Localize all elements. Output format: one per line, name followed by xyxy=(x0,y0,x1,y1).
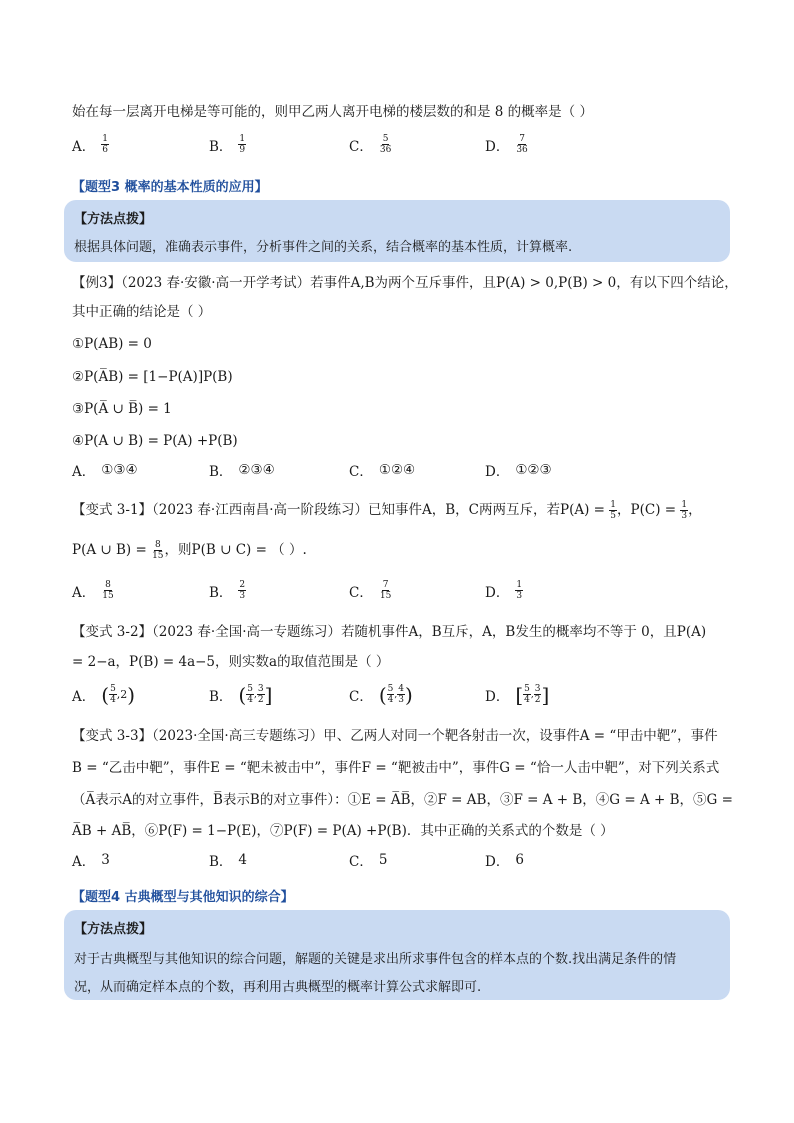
statement-2: ②P(A̅B) = [1−P(A)]P(B) xyxy=(72,369,233,385)
variant-3-2-line-1: 【变式 3-2】（2023 春·全国·高一专题练习）若随机事件A，B互斥，A，B发生的概率均不等于 0，且P(A) xyxy=(72,624,707,640)
example-3-line-2: 其中正确的结论是（ ） xyxy=(72,304,212,320)
fraction: $\frac{1}{6}$ xyxy=(102,134,108,155)
fraction: $\frac{8}{15}$ xyxy=(102,580,114,601)
v33-options xyxy=(72,850,732,878)
v32-option-b[interactable]: B． ( $\frac{5}{4}$ , $\frac{3}{2}$ ] xyxy=(209,682,273,707)
fraction: $\frac{5}{4}$ xyxy=(524,684,530,705)
v32-option-c[interactable]: C． ( $\frac{5}{4}$ , $\frac{4}{3}$ ) xyxy=(349,682,413,707)
q0-option-a[interactable]: A． $\frac{1}{6}$ xyxy=(72,134,108,155)
q0-options xyxy=(72,134,732,162)
variant-3-3-line-1: 【变式 3-3】（2023·全国·高三专题练习）甲、乙两人对同一个靶各射击一次，设事件A = “甲击中靶”，事件 xyxy=(72,728,718,744)
method-box-3 xyxy=(64,200,730,262)
q0-option-c[interactable]: C． $\frac{5}{36}$ xyxy=(349,134,392,155)
fraction: $\frac{5}{4}$ xyxy=(110,684,116,705)
fraction: $\frac{7}{36}$ xyxy=(516,134,528,155)
q0-option-b[interactable]: B． $\frac{1}{9}$ xyxy=(209,134,246,155)
question-continuation: 始在每一层离开电梯是等可能的，则甲乙两人离开电梯的楼层数的和是 8 的概率是（ ） xyxy=(72,104,593,120)
method-title: 【方法点拨】 xyxy=(74,212,153,227)
interval: [ $\frac{5}{4}$ , $\frac{3}{2}$ ] xyxy=(515,682,550,707)
v32-option-d[interactable]: D． [ $\frac{5}{4}$ , $\frac{3}{2}$ ] xyxy=(485,682,550,707)
v33-option-c[interactable]: C． 5 xyxy=(349,852,388,870)
variant-3-3-line-4: A̅B + AB̅，⑥P(F) = 1−P(E)，⑦P(F) = P(A) +P(B)．其中正确的关系式的个数是（ ） xyxy=(72,823,614,839)
v33-option-b[interactable]: B． 4 xyxy=(209,852,248,870)
fraction: $\frac{5}{4}$ xyxy=(247,684,253,705)
statement-4: ④P(A ∪ B) = P(A) +P(B) xyxy=(72,433,238,449)
fraction: $\frac{8}{15}$ xyxy=(152,540,164,561)
fraction: $\frac{3}{2}$ xyxy=(257,684,264,705)
statement-1: ①P(AB) = 0 xyxy=(72,336,152,352)
method-title: 【方法点拨】 xyxy=(74,922,153,937)
fraction: $\frac{4}{3}$ xyxy=(398,684,404,705)
ex3-option-c[interactable]: C． ①②④ xyxy=(349,462,416,480)
method-text: 根据具体问题，准确表示事件，分析事件之间的关系，结合概率的基本性质，计算概率. xyxy=(74,240,573,255)
fraction: $\frac{3}{2}$ xyxy=(534,684,541,705)
ex3-options xyxy=(72,460,732,488)
fraction: $\frac{2}{3}$ xyxy=(239,580,246,601)
variant-3-2-line-2: = 2−a，P(B) = 4a−5，则实数a的取值范围是（ ） xyxy=(72,654,390,670)
v33-option-d[interactable]: D． 6 xyxy=(485,852,524,870)
fraction: $\frac{5}{4}$ xyxy=(387,684,394,705)
interval: ( $\frac{5}{4}$ , $\frac{4}{3}$ ) xyxy=(378,682,413,707)
v31-option-c[interactable]: C． $\frac{7}{15}$ xyxy=(349,580,392,601)
v31-option-d[interactable]: D． $\frac{1}{3}$ xyxy=(485,580,523,601)
v31-option-a[interactable]: A． $\frac{8}{15}$ xyxy=(72,580,114,601)
v33-option-a[interactable]: A． 3 xyxy=(72,852,110,870)
section-heading-3: 【题型3 概率的基本性质的应用】 xyxy=(72,180,268,195)
ex3-option-b[interactable]: B． ②③④ xyxy=(209,462,275,480)
variant-3-1-line-2: P(A ∪ B) = $\frac{8}{15}$ ，则P(B ∪ C) = （ ）. xyxy=(72,540,307,561)
method-text-line-2: 况，从而确定样本点的个数，再利用古典概型的概率计算公式求解即可. xyxy=(74,980,482,995)
fraction: $\frac{1}{3}$ xyxy=(516,580,523,601)
statement-3: ③P(A̅ ∪ B̅) = 1 xyxy=(72,401,172,417)
fraction: $\frac{1}{3}$ xyxy=(681,500,688,521)
variant-3-3-line-3: （A̅表示A的对立事件，B̅表示B的对立事件）：①E = A̅B̅，②F = AB，③F = A + B，④G = A + B，⑤G = xyxy=(72,792,733,808)
fraction: $\frac{1}{5}$ xyxy=(610,500,617,521)
v32-option-a[interactable]: A． ( $\frac{5}{4}$ ,2 ) xyxy=(72,682,136,707)
variant-3-3-line-2: B = “乙击中靶”，事件E = “靶未被击中”，事件F = “靶被击中”，事件G = “恰一人击中靶”，对下列关系式 xyxy=(72,760,720,776)
variant-3-1-line-1: 【变式 3-1】（2023 春·江西南昌·高一阶段练习）已知事件A，B，C两两互斥，若P(A) = $\frac{1}{5}$ ，P(C) = $\frac{1}{3}$ ， xyxy=(72,500,702,521)
v31-options xyxy=(72,580,732,608)
example-3-line-1: 【例3】（2023 春·安徽·高一开学考试）若事件A,B为两个互斥事件，且P(A) > 0,P(B) > 0，有以下四个结论， xyxy=(72,275,738,291)
q0-option-d[interactable]: D． $\frac{7}{36}$ xyxy=(485,134,528,155)
ex3-option-a[interactable]: A． ①③④ xyxy=(72,462,138,480)
interval: ( $\frac{5}{4}$ , $\frac{3}{2}$ ] xyxy=(238,682,273,707)
v31-option-b[interactable]: B． $\frac{2}{3}$ xyxy=(209,580,246,601)
fraction: $\frac{1}{9}$ xyxy=(239,134,246,155)
ex3-option-d[interactable]: D． ①②③ xyxy=(485,462,552,480)
interval: ( $\frac{5}{4}$ ,2 ) xyxy=(101,682,136,707)
section-heading-4: 【题型4 古典概型与其他知识的综合】 xyxy=(72,890,294,905)
method-box-4 xyxy=(64,910,730,1000)
method-text-line-1: 对于古典概型与其他知识的综合问题，解题的关键是求出所求事件包含的样本点的个数.找出满足条件的情 xyxy=(74,952,677,967)
v32-options xyxy=(72,684,732,712)
fraction: $\frac{5}{36}$ xyxy=(379,134,392,155)
fraction: $\frac{7}{15}$ xyxy=(379,580,392,601)
